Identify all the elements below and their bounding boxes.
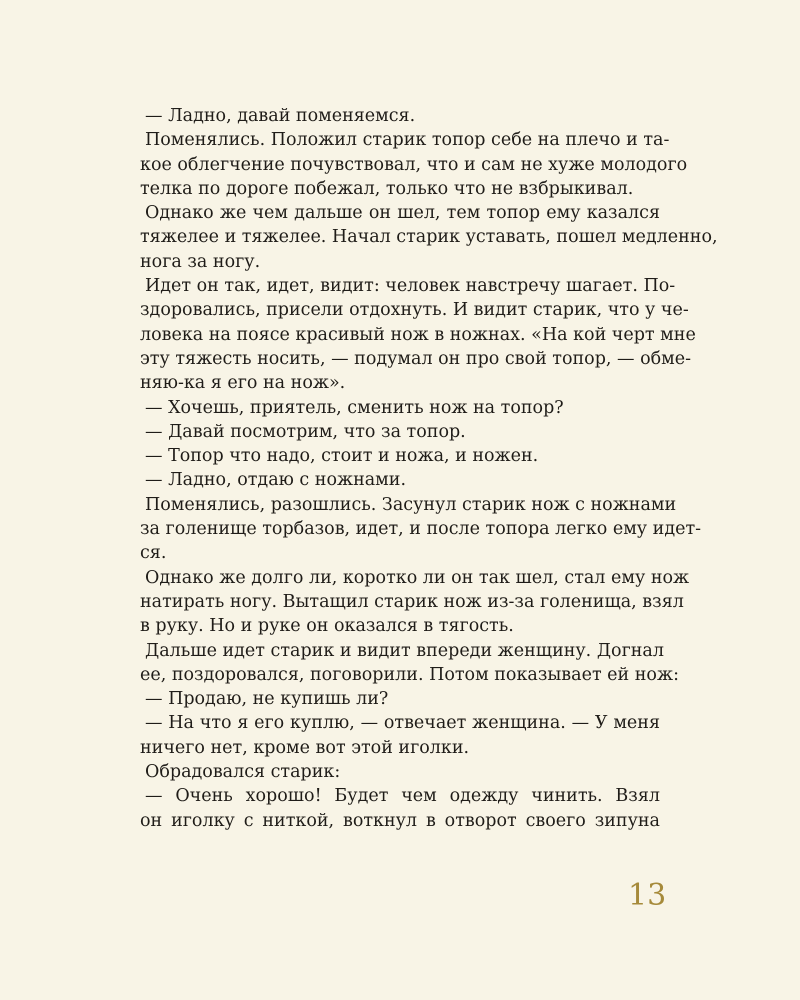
text-line: он иголку с ниткой, воткнул в отворот своего зипуна xyxy=(140,810,660,831)
text-line: — Давай посмотрим, что за топор. xyxy=(145,421,466,442)
text-line: — Ладно, давай поменяемся. xyxy=(145,106,416,126)
text-line: натирать ногу. Вытащил старик нож из-за голенища, взял xyxy=(140,591,684,612)
text-line: ся. xyxy=(140,543,167,564)
text-line: Идет он так, идет, видит: человек навстречу шагает. По- xyxy=(145,276,676,297)
text-line: — На что я его куплю, — отвечает женщина. — У меня xyxy=(145,713,660,734)
page-text xyxy=(140,104,718,833)
text-line: няю-ка я его на нож». xyxy=(140,373,346,394)
text-line: Поменялись. Положил старик топор себе на плечо и та- xyxy=(145,130,670,151)
text-line: за голенище торбазов, идет, и после топора легко ему идет- xyxy=(140,519,702,540)
text-line: эту тяжесть носить, — подумал он про свой топор, — обме- xyxy=(140,348,692,369)
text-line: — Очень хорошо! Будет чем одежду чинить. Взял xyxy=(145,786,660,807)
text-line: Обрадовался старик: xyxy=(145,762,341,783)
text-line: — Топор что надо, стоит и ножа, и ножен. xyxy=(145,446,539,467)
text-line: нога за ногу. xyxy=(140,251,261,272)
text-line: Однако же чем дальше он шел, тем топор ему казался xyxy=(145,203,660,224)
text-line: — Продаю, не купишь ли? xyxy=(145,689,389,710)
text-line: Дальше идет старик и видит впереди женщину. Догнал xyxy=(145,640,664,661)
text-line: ничего нет, кроме вот этой иголки. xyxy=(140,737,470,758)
text-line: в руку. Но и руке он оказался в тягость. xyxy=(140,616,514,637)
text-line: ее, поздоровался, поговорили. Потом показывает ей нож: xyxy=(140,664,679,685)
text-line: здоровались, присели отдохнуть. И видит старик, что у че- xyxy=(140,300,689,321)
text-line: ловека на поясе красивый нож в ножнах. «На кой черт мне xyxy=(140,324,696,345)
text-line: тяжелее и тяжелее. Начал старик уставать, пошел медленно, xyxy=(140,227,718,248)
text-line: Однако же долго ли, коротко ли он так шел, стал ему нож xyxy=(145,567,690,588)
text-line: — Ладно, отдаю с ножнами. xyxy=(145,470,407,491)
page-number: 13 xyxy=(628,878,667,913)
text-line: телка по дороге побежал, только что не взбрыкивал. xyxy=(140,178,634,199)
text-line: кое облегчение почувствовал, что и сам не хуже молодого xyxy=(140,154,688,175)
text-line: Поменялись, разошлись. Засунул старик нож с ножнами xyxy=(145,494,677,515)
text-line: — Хочешь, приятель, сменить нож на топор? xyxy=(145,397,564,418)
